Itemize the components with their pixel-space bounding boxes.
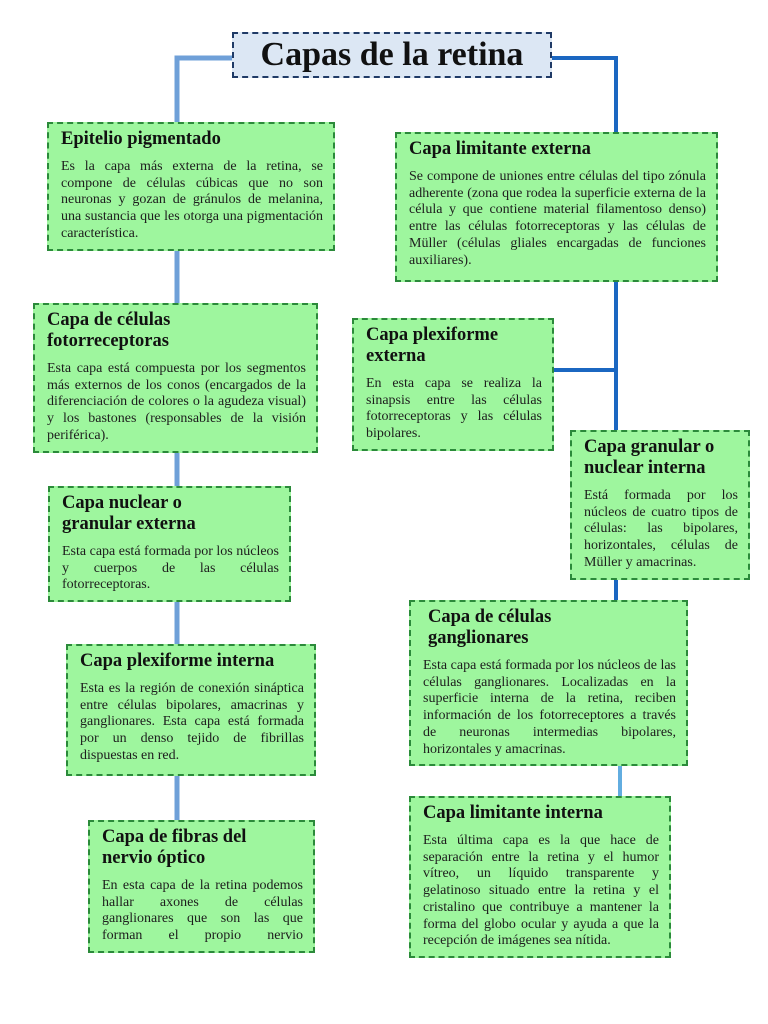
layer-description: Esta capa está formada por los núcleos de las células ganglionares. Localizadas en la superficie interna de la retina, reciben información de los fotorreceptores a través de neuronas intermedias bipolares, horizontales y amacrinas. [423,658,676,757]
layer-description: En esta capa se realiza la sinapsis entre las células fotorreceptoras y las células bipolares. [366,376,542,442]
layer-box-celulas-fotorreceptoras [33,303,318,453]
layer-box-epitelio-pigmentado [47,122,335,251]
layer-title: Epitelio pigmentado [61,129,221,149]
layer-description: Es la capa más externa de la retina, se compone de células cúbicas que no son neuronas y gozan de gránulos de melanina, una sustancia que les otorga una pigmentación característica. [61,159,323,241]
layer-box-limitante-interna [409,796,671,958]
layer-description: En esta capa de la retina podemos hallar axones de células ganglionares que son las que forman el propio nervio [102,878,303,944]
layer-description: Está formada por los núcleos de cuatro tipos de células: las bipolares, horizontales, células de Müller y amacrinas. [584,488,738,570]
layer-title: Capa de células ganglionares [428,607,552,648]
layer-box-plexiforme-interna [66,644,316,776]
layer-description: Se compone de uniones entre células del tipo zónula adherente (zona que rodea la superficie externa de la célula y que contiene material filamentoso denso) entre las células fotorreceptoras y las células de Müller (células gliales encargadas de funciones auxiliares). [409,169,706,268]
layer-description: Esta capa está compuesta por los segmentos más externos de los conos (encargados de la diferenciación de colores o la agudeza visual) y los bastones (responsables de la visión periférica). [47,361,306,443]
layer-title: Capa plexiforme externa [366,325,499,366]
layer-box-limitante-externa [395,132,718,282]
layer-box-fibras-nervio-optico [88,820,315,953]
layer-box-granular-nuclear-interna [570,430,750,580]
layer-title: Capa plexiforme interna [80,651,275,671]
layer-box-plexiforme-externa [352,318,554,451]
layer-title: Capa de células fotorreceptoras [47,310,171,351]
layer-box-nuclear-granular-externa [48,486,291,602]
layer-title: Capa limitante interna [423,803,603,823]
layer-title: Capa limitante externa [409,139,591,159]
layer-title: Capa nuclear o granular externa [62,493,196,534]
layer-box-celulas-ganglionares [409,600,688,766]
layer-description: Esta es la región de conexión sináptica entre células bipolares, amacrinas y ganglionares. Esta capa está formada por un denso tejido de fibrillas dispuestas en red. [80,681,304,763]
layer-title: Capa de fibras del nervio óptico [102,827,247,868]
diagram-title: Capas de la retina [260,36,524,73]
diagram-title-box [232,32,552,78]
layer-description: Esta última capa es la que hace de separación entre la retina y el humor vítreo, un líquido transparente y gelatinoso situado entre la retina y el cristalino que contribuye a mantener la forma del globo ocular y ayuda a que la recepción de imágenes sea nítida. [423,833,659,949]
layer-description: Esta capa está formada por los núcleos y cuerpos de las células fotorreceptoras. [62,544,279,593]
layer-title: Capa granular o nuclear interna [584,437,715,478]
